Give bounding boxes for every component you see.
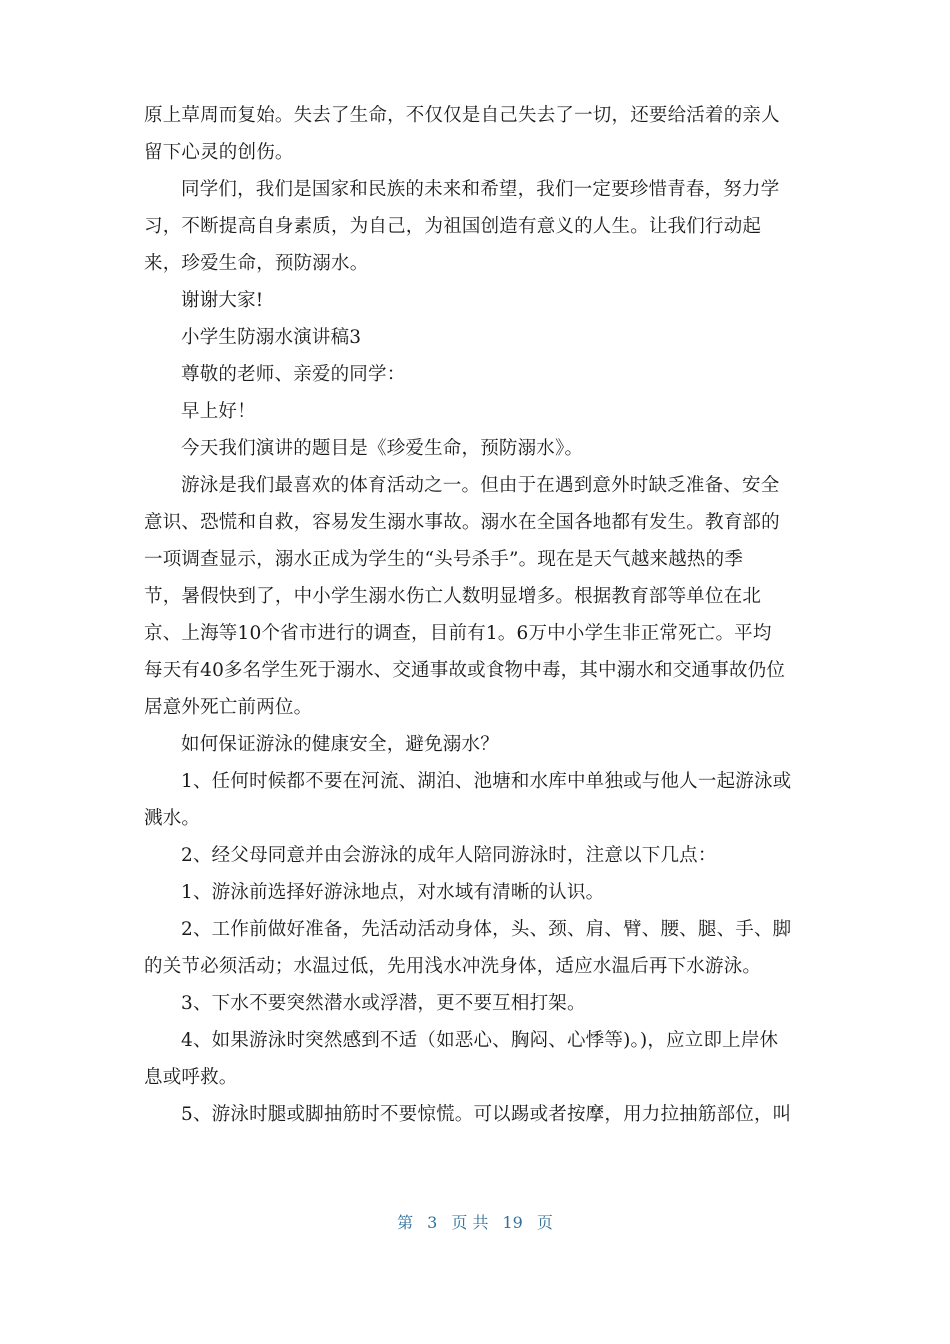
- footer-middle: 页 共: [451, 1213, 489, 1232]
- text-line: 的关节必须活动；水温过低，先用浅水冲洗身体，适应水温后再下水游泳。: [144, 956, 762, 977]
- text-line: 习，不断提高自身素质，为自己，为祖国创造有意义的人生。让我们行动起: [144, 216, 762, 237]
- footer-current-page: 3: [427, 1213, 438, 1232]
- text-line: 意识、恐慌和自救，容易发生溺水事故。溺水在全国各地都有发生。教育部的: [144, 512, 780, 533]
- text-line: 1、游泳前选择好游泳地点，对水域有清晰的认识。: [181, 882, 605, 903]
- text-line: 4、如果游泳时突然感到不适（如恶心、胸闷、心悸等)。)，应立即上岸休: [181, 1030, 779, 1051]
- page-footer: [0, 1210, 950, 1233]
- text-line: 1、任何时候都不要在河流、湖泊、池塘和水库中单独或与他人一起游泳或: [181, 771, 792, 792]
- text-line: 2、经父母同意并由会游泳的成年人陪同游泳时，注意以下几点：: [181, 845, 717, 866]
- text-line: 息或呼救。: [144, 1067, 238, 1088]
- text-line: 2、工作前做好准备，先活动活动身体，头、颈、肩、臂、腰、腿、手、脚: [181, 919, 792, 940]
- text-line: 节，暑假快到了，中小学生溺水伤亡人数明显增多。根据教育部等单位在北: [144, 586, 762, 607]
- text-line: 早上好！: [181, 401, 256, 422]
- text-line: 来，珍爱生命，预防溺水。: [144, 253, 369, 274]
- text-line: 如何保证游泳的健康安全，避免溺水？: [181, 734, 499, 755]
- text-line: 每天有40多名学生死于溺水、交通事故或食物中毒，其中溺水和交通事故仍位: [144, 660, 786, 681]
- text-line: 一项调查显示，溺水正成为学生的“头号杀手”。现在是天气越来越热的季: [144, 549, 744, 570]
- text-line: 原上草周而复始。失去了生命，不仅仅是自己失去了一切，还要给活着的亲人: [144, 105, 780, 126]
- text-line: 小学生防溺水演讲稿3: [181, 327, 362, 348]
- text-line: 留下心灵的创伤。: [144, 142, 294, 163]
- text-line: 谢谢大家!: [181, 290, 264, 311]
- text-line: 居意外死亡前两位。: [144, 697, 313, 718]
- text-line: 今天我们演讲的题目是《珍爱生命，预防溺水》。: [181, 438, 584, 459]
- text-line: 京、上海等10个省市进行的调查，目前有1。6万中小学生非正常死亡。平均: [144, 623, 772, 644]
- document-body: [144, 97, 806, 1133]
- text-line: 5、游泳时腿或脚抽筋时不要惊慌。可以踢或者按摩，用力拉抽筋部位，叫: [181, 1104, 792, 1125]
- text-line: 3、下水不要突然潜水或浮潜，更不要互相打架。: [181, 993, 586, 1014]
- footer-prefix: 第: [397, 1213, 414, 1232]
- text-line: 同学们，我们是国家和民族的未来和希望，我们一定要珍惜青春，努力学: [181, 179, 780, 200]
- footer-total-pages: 19: [502, 1213, 523, 1232]
- text-line: 游泳是我们最喜欢的体育活动之一。但由于在遇到意外时缺乏准备、安全: [181, 475, 780, 496]
- text-line: 尊敬的老师、亲爱的同学：: [181, 364, 406, 385]
- text-line: 溅水。: [144, 808, 201, 829]
- footer-suffix: 页: [536, 1213, 553, 1232]
